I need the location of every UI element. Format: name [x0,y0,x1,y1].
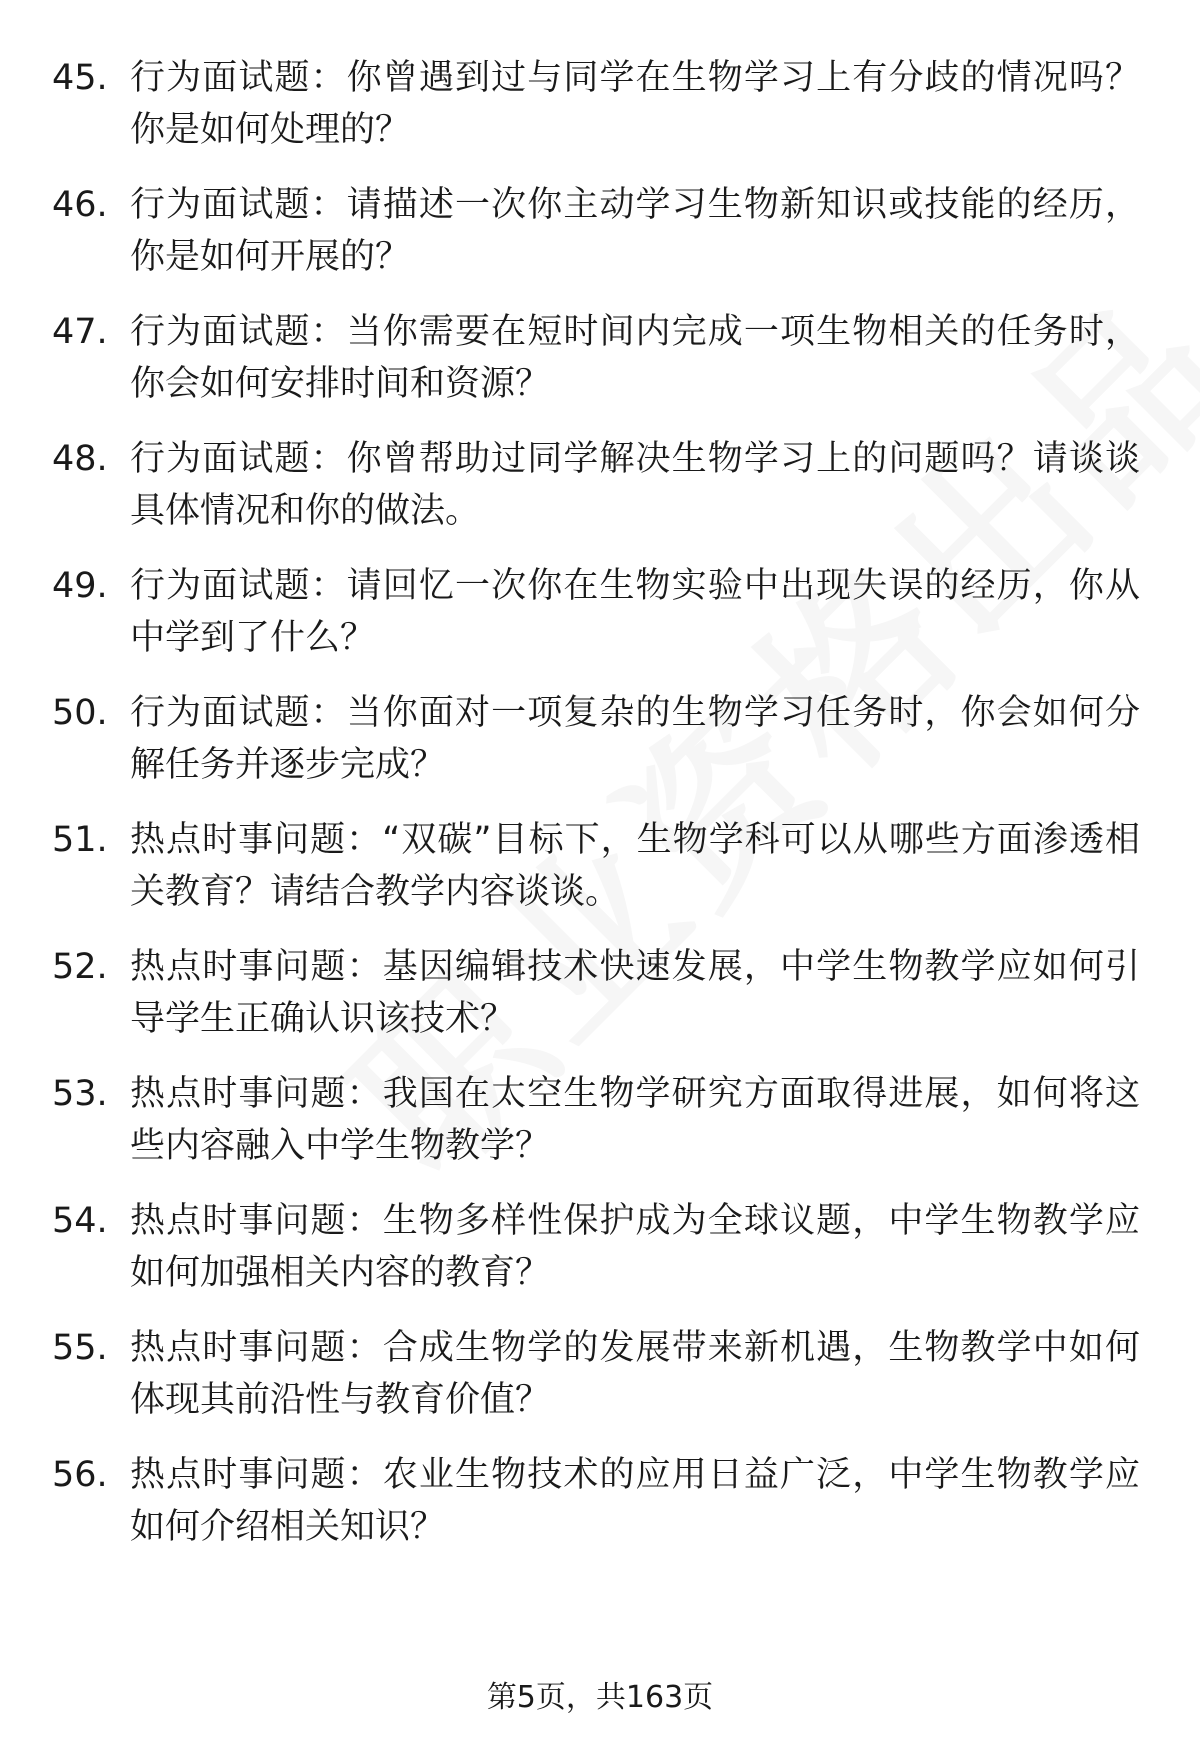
list-item [0,1449,1200,1576]
question-number: 48. [52,439,108,479]
question-number: 47. [52,312,108,352]
list-item [0,1322,1200,1449]
question-text: 热点时事问题：合成生物学的发展带来新机遇，生物教学中如何体现其前沿性与教育价值？ [130,1328,1140,1420]
question-text: 热点时事问题：农业生物技术的应用日益广泛，中学生物教学应如何介绍相关知识？ [130,1455,1140,1547]
question-number: 45. [52,58,108,98]
question-list [0,52,1200,1576]
question-number: 53. [52,1074,108,1114]
question-text: 热点时事问题：我国在太空生物学研究方面取得进展，如何将这些内容融入中学生物教学？ [130,1074,1140,1166]
list-item [0,560,1200,687]
list-item [0,433,1200,560]
question-number: 54. [52,1201,108,1241]
question-text: 热点时事问题：基因编辑技术快速发展，中学生物教学应如何引导学生正确认识该技术？ [130,947,1140,1039]
question-text: 行为面试题：你曾帮助过同学解决生物学习上的问题吗？请谈谈具体情况和你的做法。 [130,439,1140,531]
list-item [0,306,1200,433]
question-text: 热点时事问题：生物多样性保护成为全球议题，中学生物教学应如何加强相关内容的教育？ [130,1201,1140,1293]
list-item [0,52,1200,179]
list-item [0,1068,1200,1195]
list-item [0,179,1200,306]
list-item [0,941,1200,1068]
question-text: 热点时事问题：“双碳”目标下，生物学科可以从哪些方面渗透相关教育？请结合教学内容谈谈。 [130,820,1140,912]
question-number: 49. [52,566,108,606]
question-text: 行为面试题：请回忆一次你在生物实验中出现失误的经历，你从中学到了什么？ [130,566,1140,658]
list-item [0,814,1200,941]
page-footer: 第5页，共163页 [486,1680,714,1715]
question-number: 46. [52,185,108,225]
question-number: 56. [52,1455,108,1495]
question-number: 52. [52,947,108,987]
question-text: 行为面试题：当你需要在短时间内完成一项生物相关的任务时，你会如何安排时间和资源？ [130,312,1140,404]
question-text: 行为面试题：请描述一次你主动学习生物新知识或技能的经历，你是如何开展的？ [130,185,1140,277]
list-item [0,687,1200,814]
question-number: 55. [52,1328,108,1368]
question-text: 行为面试题：你曾遇到过与同学在生物学习上有分歧的情况吗？你是如何处理的？ [130,58,1140,150]
question-number: 50. [52,693,108,733]
question-number: 51. [52,820,108,860]
list-item [0,1195,1200,1322]
question-text: 行为面试题：当你面对一项复杂的生物学习任务时，你会如何分解任务并逐步完成？ [130,693,1140,785]
